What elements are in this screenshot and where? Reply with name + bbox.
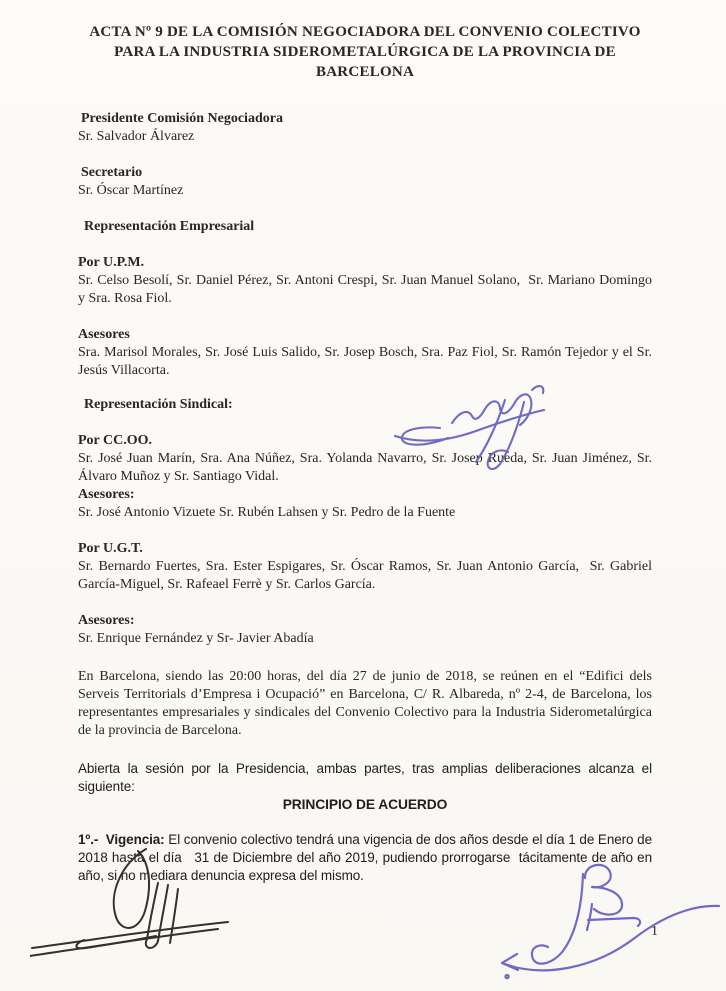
- clause-vigencia: [78, 831, 652, 885]
- clause-vigencia-label: 1º.- Vigencia:: [78, 832, 165, 847]
- sindical-heading: Representación Sindical:: [84, 397, 233, 412]
- ccoo-members: Sr. José Juan Marín, Sra. Ana Núñez, Sra. Yolanda Navarro, Sr. Josep Rueda, Sr. Juan Jiménez, Sr. Álvaro Muñoz y Sr. Santiago Vidal.: [78, 451, 652, 484]
- empresarial-asesores-members: Sra. Marisol Morales, Sr. José Luis Salido, Sr. Josep Bosch, Sra. Paz Fiol, Sr. Ramón Tejedor y el Sr. Jesús Villacorta.: [78, 345, 652, 378]
- title-line-3: BARCELONA: [315, 64, 415, 80]
- document-title: [78, 22, 652, 82]
- ugt-asesores-members: Sr. Enrique Fernández y Sr- Javier Abadía: [78, 631, 314, 646]
- ugt-asesores-heading: Asesores:: [78, 613, 135, 628]
- presidente-name: Sr. Salvador Álvarez: [78, 129, 195, 144]
- ugt-heading: Por U.G.T.: [78, 541, 143, 556]
- document-content: [78, 22, 652, 885]
- page-number: 1: [651, 924, 658, 939]
- title-line-1: ACTA Nº 9 DE LA COMISIÓN NEGOCIADORA DEL CONVENIO COLECTIVO: [89, 24, 641, 40]
- ccoo-asesores-heading: Asesores:: [78, 487, 135, 502]
- presidente-heading: Presidente Comisión Negociadora: [81, 111, 283, 126]
- secretario-name: Sr. Óscar Martínez: [78, 183, 184, 198]
- clause-vigencia-text: El convenio colectivo tendrá una vigencia de dos años desde el día 1 de Enero de 2018 hasta el día 31 de Diciembre del año 2019, pudiendo prorrogarse tácitamente de año en año, si no mediara denuncia expresa del mismo.: [78, 832, 652, 883]
- empresarial-heading: Representación Empresarial: [84, 219, 255, 234]
- session-paragraph: Abierta la sesión por la Presidencia, ambas partes, tras amplias deliberaciones alcanza el siguiente:: [78, 761, 652, 794]
- secretario-heading: Secretario: [81, 165, 143, 180]
- ccoo-asesores-members: Sr. José Antonio Vizuete Sr. Rubén Lahsen y Sr. Pedro de la Fuente: [78, 505, 456, 520]
- ugt-members: Sr. Bernardo Fuertes, Sra. Ester Espigares, Sr. Óscar Ramos, Sr. Juan Antonio García, Sr. Gabriel García-Miguel, Sr. Rafeael Ferrè y Sr. Carlos García.: [78, 559, 652, 592]
- upm-heading: Por U.P.M.: [78, 255, 145, 270]
- empresarial-asesores-heading: Asesores: [78, 327, 130, 342]
- agreement-heading: PRINCIPIO DE ACUERDO: [282, 797, 448, 812]
- ccoo-heading: Por CC.OO.: [78, 433, 153, 448]
- title-line-2: PARA LA INDUSTRIA SIDEROMETALÚRGICA DE LA PROVINCIA DE: [114, 44, 616, 60]
- upm-members: Sr. Celso Besolí, Sr. Daniel Pérez, Sr. Antoni Crespi, Sr. Juan Manuel Solano, Sr. Mariano Domingo y Sra. Rosa Fiol.: [78, 273, 652, 306]
- meeting-paragraph: En Barcelona, siendo las 20:00 horas, del día 27 de junio de 2018, se reúnen en el “Edifici dels Serveis Territorials d’Empresa i Ocupació” en Barcelona, C/ R. Albareda, nº 2-4, de Barcelona, los representantes empresariales y sindicales del Convenio Colectivo para la Industria Siderometalúrgica de la provincia de Barcelona.: [78, 669, 652, 738]
